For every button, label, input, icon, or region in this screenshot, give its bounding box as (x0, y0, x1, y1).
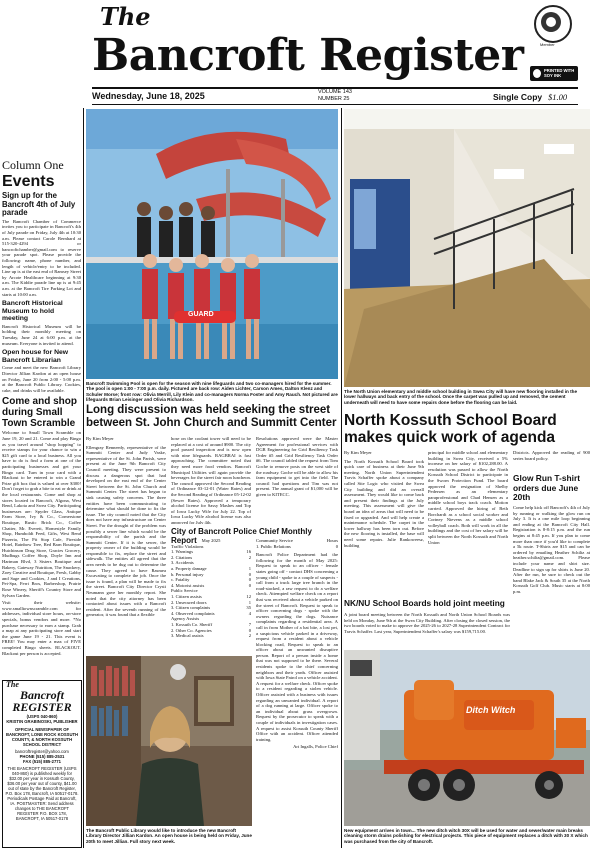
events-body-2: Bancroft Historical Museum will be holding their monthly meeting on Tuesday, June 24 at 6:00 p.m. at the museum. Everyone is invited to attend. (2, 323, 81, 346)
pub-body: THE BANCROFT REGISTER (USPS 040-860) is published weekly for $32.00 per year in Kossuth County, $36.00 per year out of county, $41.00 out of state by the Bancroft Register, P.O. Box 178, Bancroft, IA 50517-0178. Periodicals Postage Paid at Bancroft, IA. POSTMASTER: Send address changes to THE BANCROFT REGISTER P.O. BOX 178, BANCROFT, IA 50517-0178 (5, 766, 79, 821)
school-story-col2: principal for middle school and elementary building in Swea City, received a 5% increase on her salary of $102,288.00. A resolution was passed to allow the North Kossuth School District to participate in the Sworn Protection Fund. The board approved the resignation of Shelby Pedersen as an elementary paraprofessional and Chad Hensen as a middle school boys track coach. Motion carried. Approved the hiring of Beth Borchardt as a school social worker and Cortney Nievens as a middle school volleyball coach. Both will work in all the buildings and the cost of her salary will be split between the North Kossuth and North Union (428, 450, 508, 545)
events-body-4: Welcome to Small Town Scramble on June 19, 20 and 21. Come and play Bingo as you travel around "shop hopping" to receive stamps for your chance to win a $25 gift card to a local business. All you have to do is find a form at one of the participating businesses and get your Bingo card. Turn in your card with a Blackout to be entered to win a Grand Prize gift box that is valued at over $300! Don't forget to grab a bite to eat or drink at the local restaurants. Come and shop at stores located in Bancroft, Algona, West Bend, Lakota and Swea City. Participating businesses are: Spyder Glass, Antique Farm Store, Ivy & Co., Cornerstone Boutique, Rustic Brick Co., Coffee Chatter, Mr. Everett, Homestyle Family Shop, Humboldt Feed, Gifts, West Bend Pizzeria, The Pit Stop Cafe, Fireside Hotel, Rainbow Tree, Red Barn Boutique, Hutchinson Drug Store, Gracies Grocery, Mudbugs Coffee Shop, Doyle Inn and Hartman Blvd, 3 Sisters Boutique and Bakery, Gateway Nutrition, The Snackery, Zoey Creative and Boutique, Fresh, Gabby and Sage and Cookies, J and I Creations, Pet-Spa, Ferri Bros, Barbershop, Prairie Rose Winery, Sheriff's Country Store and Sylvan Garden. (2, 430, 81, 598)
police-stat-label: a. Property damage (171, 565, 207, 571)
pub-email: bancroftregister@yahoo.com (15, 749, 69, 754)
column-one-kicker: Column One (2, 158, 64, 172)
masthead (0, 0, 593, 108)
police-stat-value: 7 (248, 621, 251, 627)
events-head-4: Come and shop during Small Town Scramble (2, 396, 78, 430)
police-stat-value: 12 (246, 593, 251, 599)
police-report-body: Bancroft Police Department had the following for the month of May 2025: Request to speak to an officer - female states going off - contact DHS concerning a young child - spoke to a couple of suspects - call from a truck large tree branch in the road-stacked, a raw request to do a welfare check. Attempted welfare check on a report that was received about a vehicle parked on the street of Bancroft. Request to speak to officer concerning dogs - spoke with the owners regarding the dogs. Nuisance complaints regarding a residential area. A call in from Mother of a bat bite, a lost pet, a suspicious vehicle parked in a driveway, request from a resident about a vehicle blocking road, Request to speak to an officer about an unwanted disruptive person. Report of a person inside a home that was not supposed to be there. Several residents spoke to the chief concerning neighbors and their yards. Officer assisted with Iowa State Patrol on a vehicle accident. A request for a welfare check. Officer spoke to a resident regarding a stolen vehicle. Officer assisted with a business with issues regarding an unwanted individual. A report of a dog running at large. Officer spoke to an individual about grass overgrown. Request by the prosecutor to speak with a couple of individuals in investigation cases. A request to assist Kossuth County Sheriff Office with an accident. Officer attended training. (256, 552, 338, 742)
police-stat-label: Agency Assists (171, 616, 200, 622)
events-item-3 (2, 349, 81, 393)
police-stat-value: 0 (248, 571, 251, 577)
pool-story-col1 (86, 436, 166, 650)
school-story-col1 (344, 450, 424, 598)
pool-caption: Bancroft Swimming Pool is open for the season with nine lifeguards and two co-managers hired for the summer. The pool is open 1:00 - 7:00 p.m. daily. Pictured are back row: Aiden Lichter, Carson Ames, Dalton Klenz and Schuler Morse; front row: Olivia Merrill, Lily Klein and co-managers Norma Foster and Amy Rauch. Not pictured are lifeguards Brian Leisinger and Olivia Richardson. (86, 381, 338, 403)
pub-publisher: KRISTIN GRABINOSKI, PUBLISHER (6, 719, 78, 724)
glow-run-headline: Glow Run T-shirt orders due June 20th (513, 473, 580, 503)
events-item-4 (2, 396, 81, 656)
pub-official: OFFICIAL NEWSPAPER OF BANCROFT, LONE ROCK KOSSUTH COUNTY, & NORTH KOSSUTH SCHOOL DISTRICT (5, 727, 79, 747)
events-head-1: Sign up for the Bancroft 4th of July parade (2, 191, 76, 218)
events-item-1 (2, 192, 81, 297)
police-stat-value: 0 (248, 582, 251, 588)
pool-story-col2: hose on the coolant tower will need to be replaced at a cost of around $900. The city pool passed inspection and is now open with nine lifeguards. RAGBRAI is fast approaching. The committee noted that they need more food vendors. Bancroft Municipal Utilities will again provide the beverages for the street fair noon luncheon. The council approved the Second Reading of Ordinance 03-12-01 (Water Rates) and the Second Reading of Ordinance 05-12-02 (Sewer Rates). Approved a temporary alcohol license for Sassy Mashes and Top of Iowa Lucky Wife for July 22. Top of Iowa Lucky Wife alcohol license was also approved for July 4th. (171, 436, 251, 524)
events-body-3: Come and meet the new Bancroft Library Director Jillian Kardon at an open house on Friday, June 20 from 2:00 - 5:00 p.m. at the Bancroft Public Library. Cookies, cake, and drinks will be available. (2, 365, 81, 393)
school-story-col3: Districts. Approved the reading of 900 series board policy. (513, 450, 590, 461)
police-stat-value: 2 (248, 554, 251, 560)
issue-date: Wednesday, June 18, 2025 (92, 91, 205, 101)
events-item-2 (2, 300, 81, 346)
column-one-title: Events (2, 173, 55, 190)
volume: VOLUME 143 (318, 89, 352, 95)
police-stat-label: 4. Observed complaints (171, 610, 215, 616)
pool-story-byline: By Kim Meyer (86, 436, 114, 441)
soy-ink-text: PRINTED WITH SOY INK (544, 68, 575, 78)
joint-meeting-headline: NK/NU School Boards hold joint meeting (344, 598, 505, 608)
masthead-the: The (100, 2, 151, 31)
police-stat-label: 1. Warnings (171, 549, 194, 555)
number: NUMBER 25 (318, 96, 350, 102)
police-stat-value: 2 (248, 633, 251, 639)
pool-story-col3: Resolutions approved were the Master Agreement for professional services with DGR Engineering for Grid Resiliency Task Order #5 and Grid Resiliency Task Order #6. The council tabled the request from Tom Goche to remove posts on the west side of the roadway. Goche will be able to allow his farm equipment to get into the field. The council had questions and Tim was not present. The annual grant of $1,000 will be given to KITECC. (256, 436, 338, 497)
police-stat-label: 3. Citizen complaints (171, 605, 211, 611)
guard-float-text: GUARD (188, 311, 214, 318)
member-seal (534, 5, 572, 43)
police-stat-label: 2. Unsecured doors (171, 599, 207, 605)
pub-phone: PHONE (515) 885-2531 (19, 754, 65, 759)
police-stat-value: 1 (248, 599, 251, 605)
member-label: Member (540, 42, 555, 47)
pool-story-headline: Long discussion was held seeking the street between St. John Church and Summitt Center (86, 404, 337, 429)
police-stat-label: 1. Citizen assists (171, 593, 202, 599)
glow-run-body: Come help kick off Bancroft's 4th of July by running or walking the glow run on July 3. It is a one mile loop beginning and ending at the Bancroft City Hall. Registration is 8-8:15 p.m. and the run begins at 8:45 p.m. If you plan to come more than once if you'd like to complete a 5k route. T-Shirts are $15 and can be ordered by emailing Heather Schiltz at heather.schiltz@gmail.com. Please include your name and shirt size. Deadline to sign up for shirts is June 20. After the run, be sure to check out the band Blake Jack & South 35 at the North Kossuth Golf Club. Music starts at 8:00 p.m. (513, 505, 590, 594)
police-report-sign: Art Ingalls, Police Chief (293, 744, 338, 750)
police-stats-list (171, 544, 251, 639)
police-stat-label: 2. Citations (171, 554, 193, 560)
police-stat-value: 4 (248, 610, 251, 616)
police-stat-label: Public Service (171, 588, 198, 594)
publication-info-box (2, 680, 82, 848)
ditch-witch-illustration (344, 650, 590, 826)
column-one (2, 158, 81, 678)
police-report-title: City of Bancroft Police Chief Monthly Report (171, 527, 312, 545)
police-report-month: May 2025 (201, 538, 221, 543)
library-photo (86, 656, 252, 826)
school-photo-caption: The North Union elementary and middle school building in Swea City will have new flooring installed in the lower hallways and back entry of the school. Once the carpet was pulled up and removed, the cement underneath will need to have some repairs done before the flooring can be laid. (344, 389, 578, 405)
ditch-witch-caption: New equipment arrives in town... The new ditch witch 30X will be used for water and sewer/water main breaks cleaning storm drains polishing for electrical projects. This piece of equipment replaces a ditch with 30 X which was purchased from the city of Bancroft. (344, 828, 588, 844)
joint-meeting-body: A joint board meeting between the North Kossuth and North Union School Boards was held on Monday, June 9th at the Swea City Building. After closing the closed session, the two boards voted to make to approve the 2025-26 to 2027-28 Superintendent Contract for Travis Schaffer. Last year, Superintendent Schaffer's salary was $159,715.00. (344, 612, 510, 634)
police-stat-row (256, 544, 338, 550)
police-stat-label: 2. Other Co. Agencies (171, 627, 212, 633)
pool-photo (86, 109, 338, 379)
police-stat-label: 3. Medical assists (171, 633, 204, 639)
police-stat-label: c. Fatality (171, 577, 190, 583)
pub-usps: (USPS 040-860) (26, 714, 58, 719)
police-stat-label: Community Service (256, 538, 293, 543)
events-head-3: Open house for New Bancroft Librarian (2, 349, 69, 364)
police-report-right (256, 538, 338, 848)
pub-logo-name: Bancroft (19, 688, 64, 702)
police-stat-label: Traffic Violations (171, 543, 204, 549)
police-stat-value: 0 (335, 543, 338, 549)
school-story-byline: By Kim Meyer (344, 450, 372, 455)
police-stat-row (171, 633, 251, 639)
hallway-photo-illustration (344, 109, 590, 387)
police-stat-label: 1. Public Relations (256, 543, 291, 549)
pub-fax: FAX (515) 885-2771 (23, 759, 61, 764)
pub-logo-register: REGISTER (12, 700, 72, 714)
pub-logo-the: The (6, 680, 19, 689)
police-stat-label: 4. Motorist assists (171, 582, 205, 588)
police-stat-value: 1 (248, 565, 251, 571)
school-story-headline: North Kossuth School Board makes quick work of agenda (344, 412, 557, 446)
single-copy-label: Single Copy (493, 92, 543, 102)
police-stats-list-2 (256, 538, 338, 549)
events-body-5: Visit their website: www.smalltownscramble.com for addresses, individual store hours, on-store specials, bonus vendors and more. *No purchase necessary to earn a stamp. Grab a map at any participating store and start the game June 19 - 21. This event is FREE! You may enter a max of FIVE completed Bingo sheets. BLACKOUT. Blackout per person is accepted. (2, 600, 81, 656)
library-photo-illustration (86, 656, 252, 826)
police-report-stats (171, 538, 251, 650)
soy-ink-logo (530, 66, 578, 81)
ditch-witch-photo (344, 650, 590, 826)
events-head-2: Bancroft Historical Museum to hold meeting (2, 300, 63, 323)
school-hallway-photo (344, 109, 590, 387)
ditch-witch-truck-text: Ditch Witch (466, 705, 516, 715)
pool-story-col1-text: Ellengray Renneedy, representative of the Summitt Center and Judy Vaske, representative of the St. John Parish, were present at the June 9th Bancroft City Council meeting. They were present to discuss a dangerous spot that had developed on the east end of the Center Street between the St. John Church and Summitt Center. The street has begun to sink causing safety concerns. The three entities have been communicating to determine what should be done to fix the issue. The city council noted that the City does not have any infrastructure on Center Street. For the drought of the problem was possibly a sewer line which would be the responsibility of the parish and the Summitt Center. If it is the sewer, the property owner of the building would be responsible to fix, replace the street and sidewalk. The entities all agreed that the area needs to be dug out to determine the cause. They agreed to have Rasmea Excavating to complete the job. Once the issue is found, a plan will be made to fix the street. Bancroft City Director Crysti Neumann gave her monthly report. She noted that the city attorney has been contacted about issues with a Bancroft resident. After the seventh running of the generator, it was found that a flexible (86, 444, 166, 618)
police-stat-value: 0 (248, 627, 251, 633)
police-stat-value: 16 (246, 549, 251, 555)
price: $1.00 (548, 92, 568, 102)
library-caption: The Bancroft Public Library would like to introduce the new Bancroft Library Director Jillian Kardon. An open house is being held on Friday, June 20th to meet Jillian. Full story next week. (86, 828, 252, 844)
police-stat-value: Hours (326, 538, 338, 543)
police-stat-label: 3. Accidents (171, 560, 194, 566)
police-stat-label: 1. Kossuth Co. Sheriff (171, 621, 213, 627)
masthead-name: Bancroft Register (92, 30, 524, 81)
pool-photo-illustration (86, 109, 338, 379)
police-stat-value: 0 (248, 577, 251, 583)
events-body-1: The Bancroft Chamber of Commerce invites you to participate in Bancroft's 4th of July parade on Friday, July 4th at 10:30 a.m. Please contact Carole Bernhard at 515-320-4294 or bancroftchamber@gmail.com to reserve your parade spot. Please provide the following: name, phone number, and length of vehicle/entry to be included. Line up is at the east end of Ramsey Street by Arcote Healthcare beginning at 9:30 a.m. The Kiddie parade line up is at 9:45 a.m. at the Bancroft Tire Parking Lot and starts at 10:00 a.m. (2, 218, 81, 297)
police-stat-label: b. Personal injury (171, 571, 204, 577)
police-stat-value: 35 (246, 605, 251, 611)
school-story-col1-text: The North Kossuth School Board took quick care of business at their June 9th meeting. North Union Superintendent Travis Schaffer spoke about a company called Site Logic who visited the Swea City building and did an overall assessment. They would like to come back and present their findings at the July meeting. This assessment will give the board an idea of areas that will need to be fixed or upgraded. And will help create a maintenance schedule. The carpet in the lower hallway has been torn out. Before the new flooring is installed, the base will need some repairs. Julie Rankoweesz, building (344, 458, 424, 548)
